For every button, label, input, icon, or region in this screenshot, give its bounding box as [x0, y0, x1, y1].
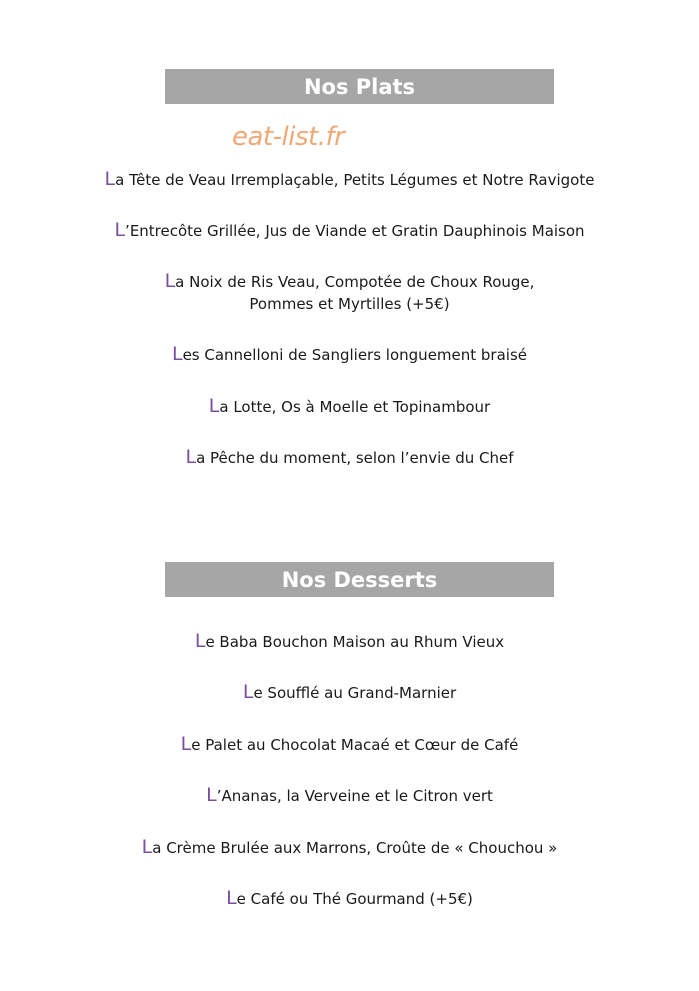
plat-item	[0, 219, 699, 242]
item-text: a Noix de Ris Veau, Compotée de Choux Rouge,	[175, 273, 535, 291]
item-text: ’Ananas, la Verveine et le Citron vert	[216, 787, 493, 805]
item-text: a Lotte, Os à Moelle et Topinambour	[219, 398, 491, 416]
watermark: eat-list.fr	[232, 122, 345, 152]
desserts-section-header: Nos Desserts	[165, 562, 554, 597]
plat-item	[0, 343, 699, 366]
plats-section-header: Nos Plats	[165, 69, 554, 104]
item-text: ’Entrecôte Grillée, Jus de Viande et Gratin Dauphinois Maison	[125, 222, 585, 240]
item-initial: L	[226, 887, 237, 909]
dessert-item	[0, 836, 699, 859]
dessert-item	[0, 733, 699, 756]
item-initial: L	[185, 446, 197, 468]
item-initial: L	[180, 733, 192, 755]
item-text: e Café ou Thé Gourmand (+5€)	[236, 890, 473, 908]
item-initial: L	[206, 784, 217, 806]
item-initial: L	[164, 270, 176, 292]
plat-item	[0, 270, 699, 315]
item-initial: L	[141, 836, 153, 858]
item-initial: L	[194, 630, 206, 652]
dessert-item	[0, 784, 699, 807]
item-initial: L	[242, 681, 254, 703]
item-text: e Baba Bouchon Maison au Rhum Vieux	[205, 633, 505, 651]
item-text: a Pêche du moment, selon l’envie du Chef	[196, 449, 514, 467]
dessert-item	[0, 681, 699, 704]
item-initial: L	[104, 168, 116, 190]
item-initial: L	[208, 395, 220, 417]
item-text: e Palet au Chocolat Macaé et Cœur de Café	[191, 736, 519, 754]
plat-item	[0, 446, 699, 469]
dessert-item	[0, 630, 699, 653]
item-text: a Tête de Veau Irremplaçable, Petits Légumes et Notre Ravigote	[115, 171, 595, 189]
item-initial: L	[171, 343, 183, 365]
item-text: e Soufflé au Grand-Marnier	[253, 684, 457, 702]
item-text: a Crème Brulée aux Marrons, Croûte de « Chouchou »	[152, 839, 558, 857]
dessert-item	[0, 887, 699, 910]
item-text-line2: Pommes et Myrtilles (+5€)	[249, 295, 450, 313]
plat-item	[0, 395, 699, 418]
item-initial: L	[114, 219, 126, 241]
item-text: es Cannelloni de Sangliers longuement braisé	[182, 346, 528, 364]
plat-item	[0, 168, 699, 191]
